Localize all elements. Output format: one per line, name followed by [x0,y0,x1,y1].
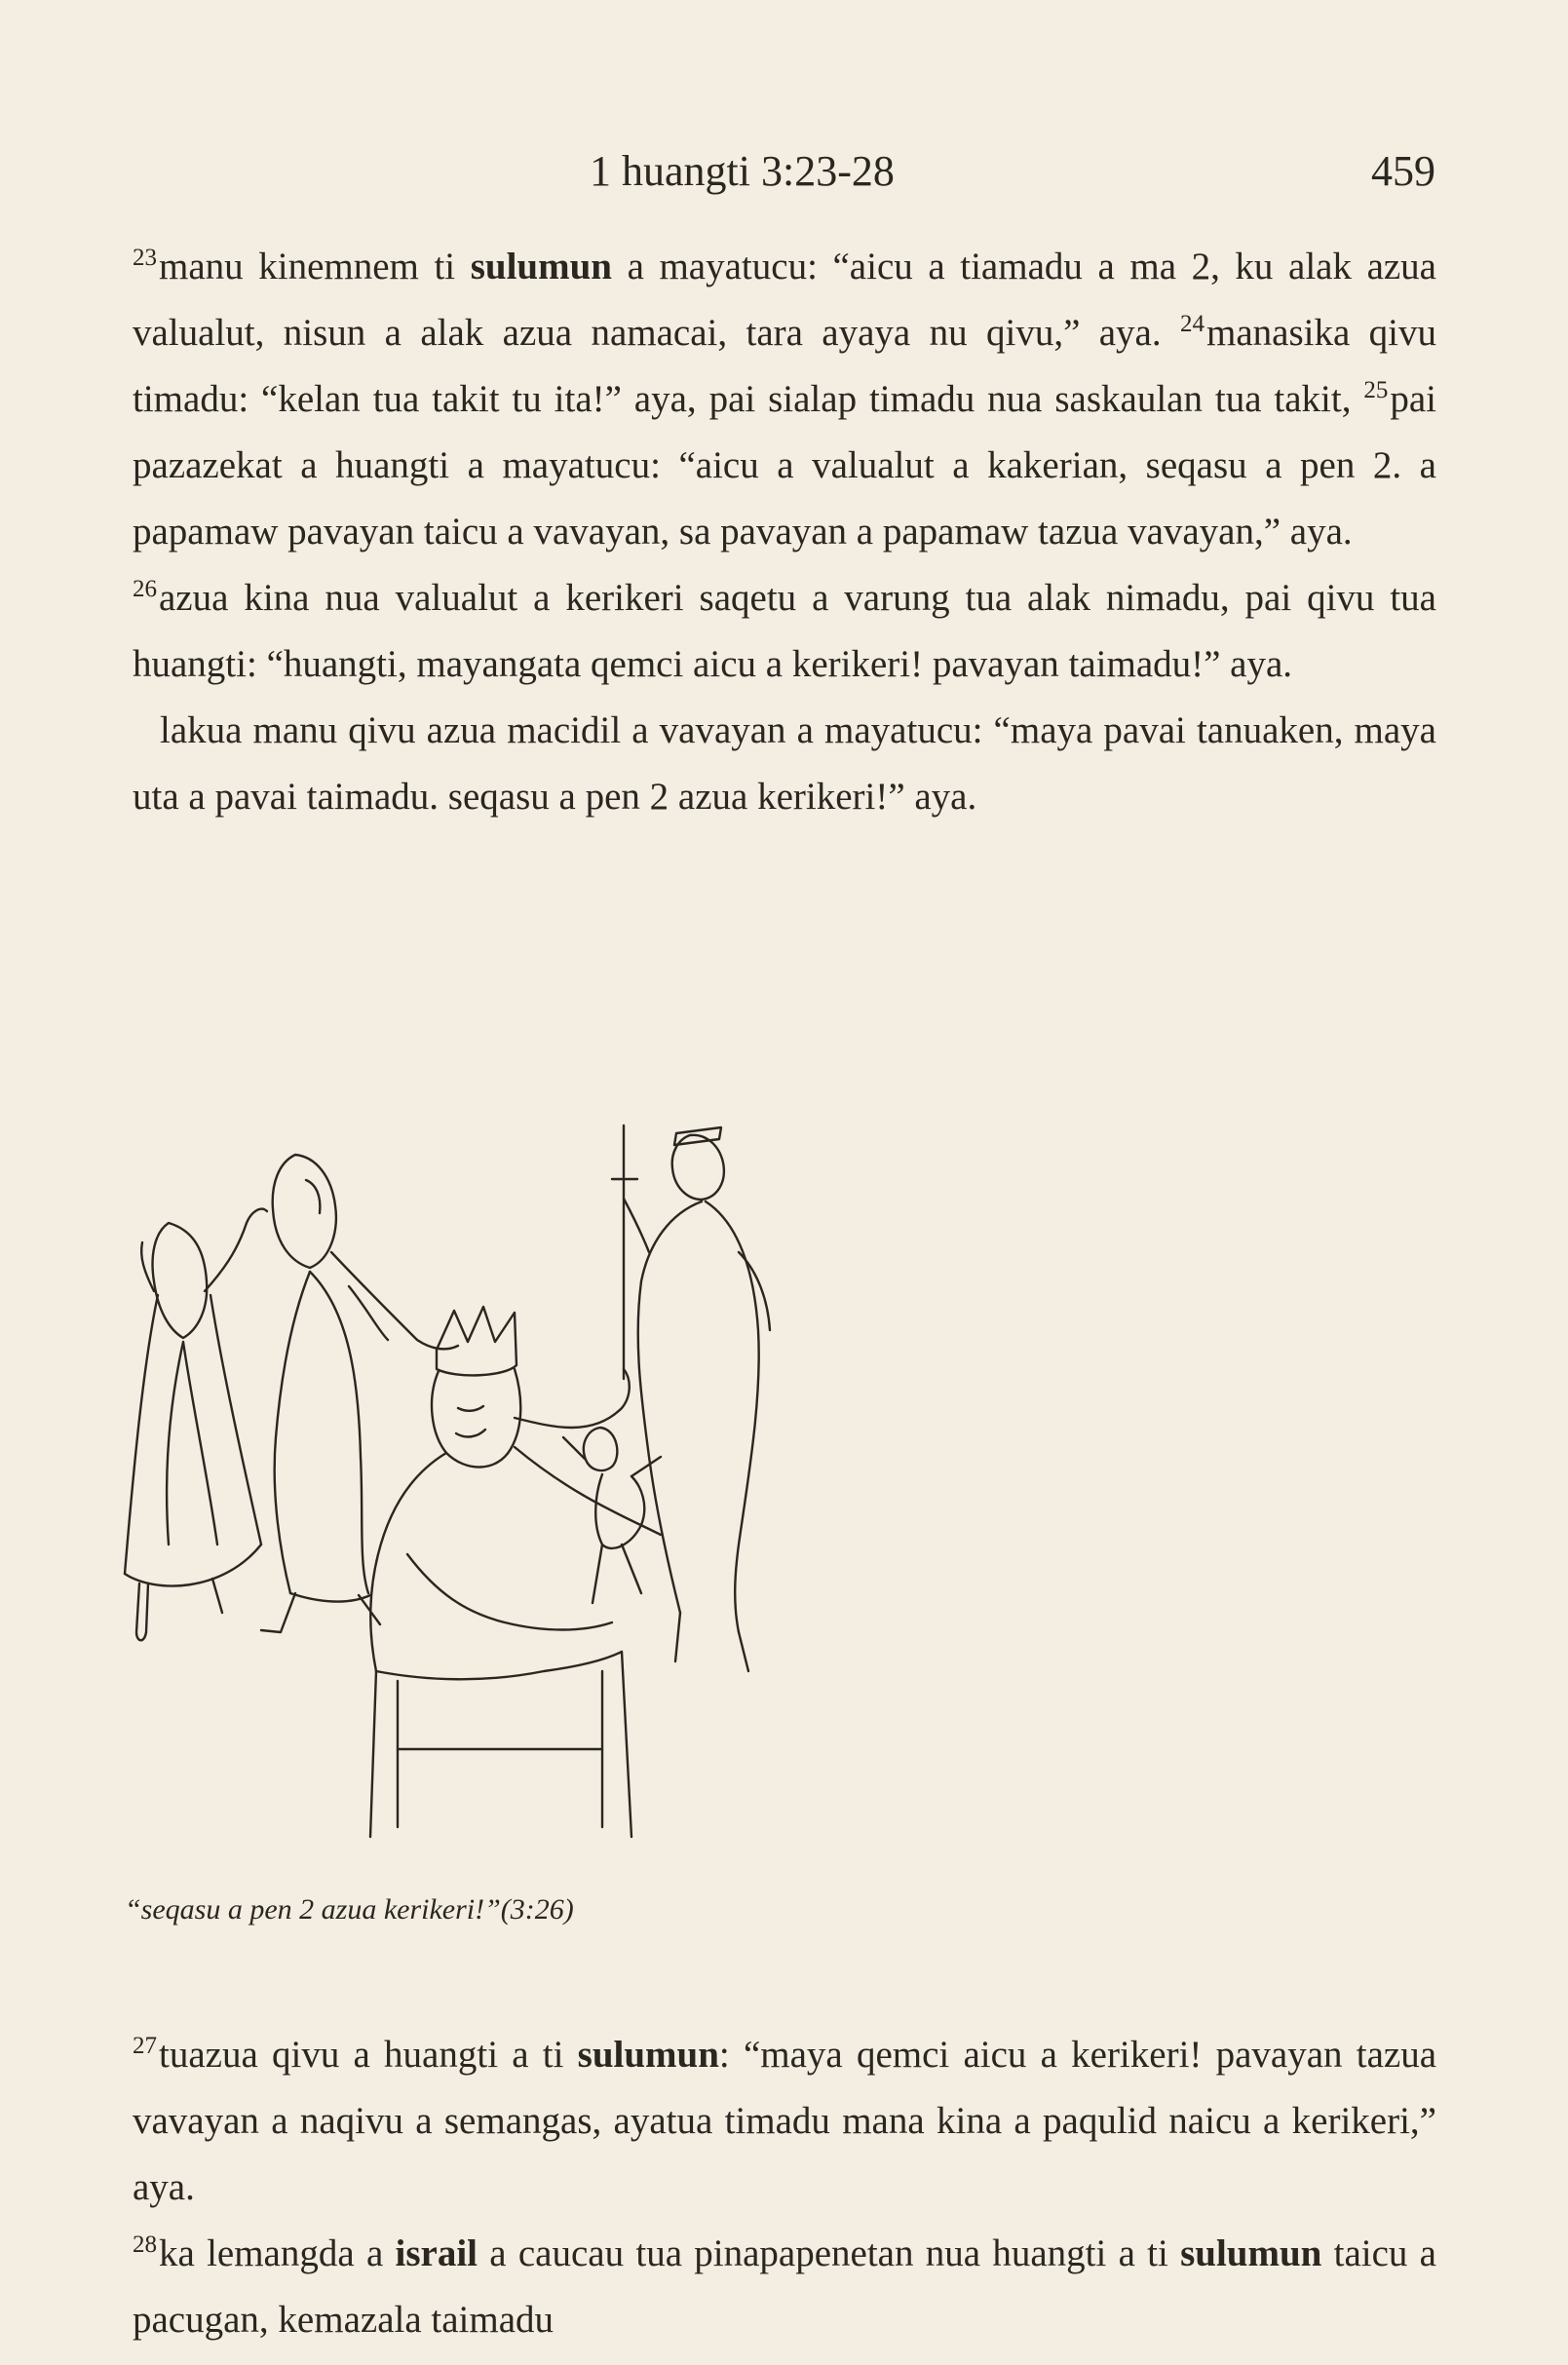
verse-text: manasika qivu timadu: “kelan tua takit tu ita!” aya, pai sialap timadu nua saskaulan tua takit, [133,312,1436,420]
name-bold: sulumun [1180,2232,1322,2274]
page-header [0,146,1568,205]
soldier-figure [612,1125,770,1671]
running-head: 1 huangti 3:23-28 [590,147,895,195]
verse-text: manu kinemnem ti [159,246,471,287]
verse-number: 26 [133,576,157,602]
page-number: 459 [1371,147,1435,195]
paragraph-verse-27 [133,2022,1436,2221]
paragraph-verse-28 [133,2221,1436,2353]
verse-text: pai pazazekat a huangti a mayatucu: “aicu a valualut a kakerian, seqasu a pen 2. a papamaw pavayan taicu a vavayan, sa pavayan a papamaw tazua vavayan,” aya. [133,378,1436,553]
baby-figure [563,1428,661,1603]
verse-number: 25 [1363,377,1389,403]
verse-text: taicu a pacugan, kemazala taimadu [133,2232,1436,2341]
verse-text: a mayatucu: “aicu a tiamadu a ma 2, ku alak azua valualut, nisun a alak azua namacai, tara ayaya nu qivu,” aya. [133,246,1436,354]
lower-text-block [133,2022,1436,2353]
paragraph-verse-27-intro [133,698,1436,830]
name-bold: sulumun [577,2034,719,2076]
verse-number: 23 [133,245,157,271]
verse-number: 28 [133,2231,157,2258]
name-bold: sulumun [470,246,612,287]
verse-number: 27 [133,2033,157,2059]
figure-caption: “seqasu a pen 2 azua kerikeri!”(3:26) [125,1893,574,1926]
verse-text: tuazua qivu a huangti a ti [159,2034,578,2076]
name-bold: israil [395,2232,478,2274]
paragraph-verse-26 [133,565,1436,698]
paragraph-verses-23-25 [133,234,1436,565]
verse-text: : “maya qemci aicu a kerikeri! pavayan tazua vavayan a naqivu a semangas, ayatua timadu mana kina a paqulid naicu a kerikeri,” aya. [133,2034,1437,2208]
woman-two-figure [261,1155,458,1632]
verse-text: azua kina nua valualut a kerikeri saqetu a varung tua alak nimadu, pai qivu tua huangti: “huangti, mayangata qemci aicu a kerikeri! pavayan taimadu!” aya. [133,577,1436,685]
illustration-judgement-of-solomon [115,1087,817,1866]
verse-text: lakua manu qivu azua macidil a vavayan a mayatucu: “maya pavai tanuaken, maya uta a pavai taimadu. seqasu a pen 2 azua kerikeri!” aya. [133,709,1436,818]
upper-text-block [133,234,1436,830]
king-figure [370,1307,661,1837]
verse-text: ka lemangda a [159,2232,396,2274]
woman-one-figure [125,1209,267,1641]
verse-number: 24 [1180,311,1205,337]
verse-text: a caucau tua pinapapenetan nua huangti a ti [478,2232,1181,2274]
